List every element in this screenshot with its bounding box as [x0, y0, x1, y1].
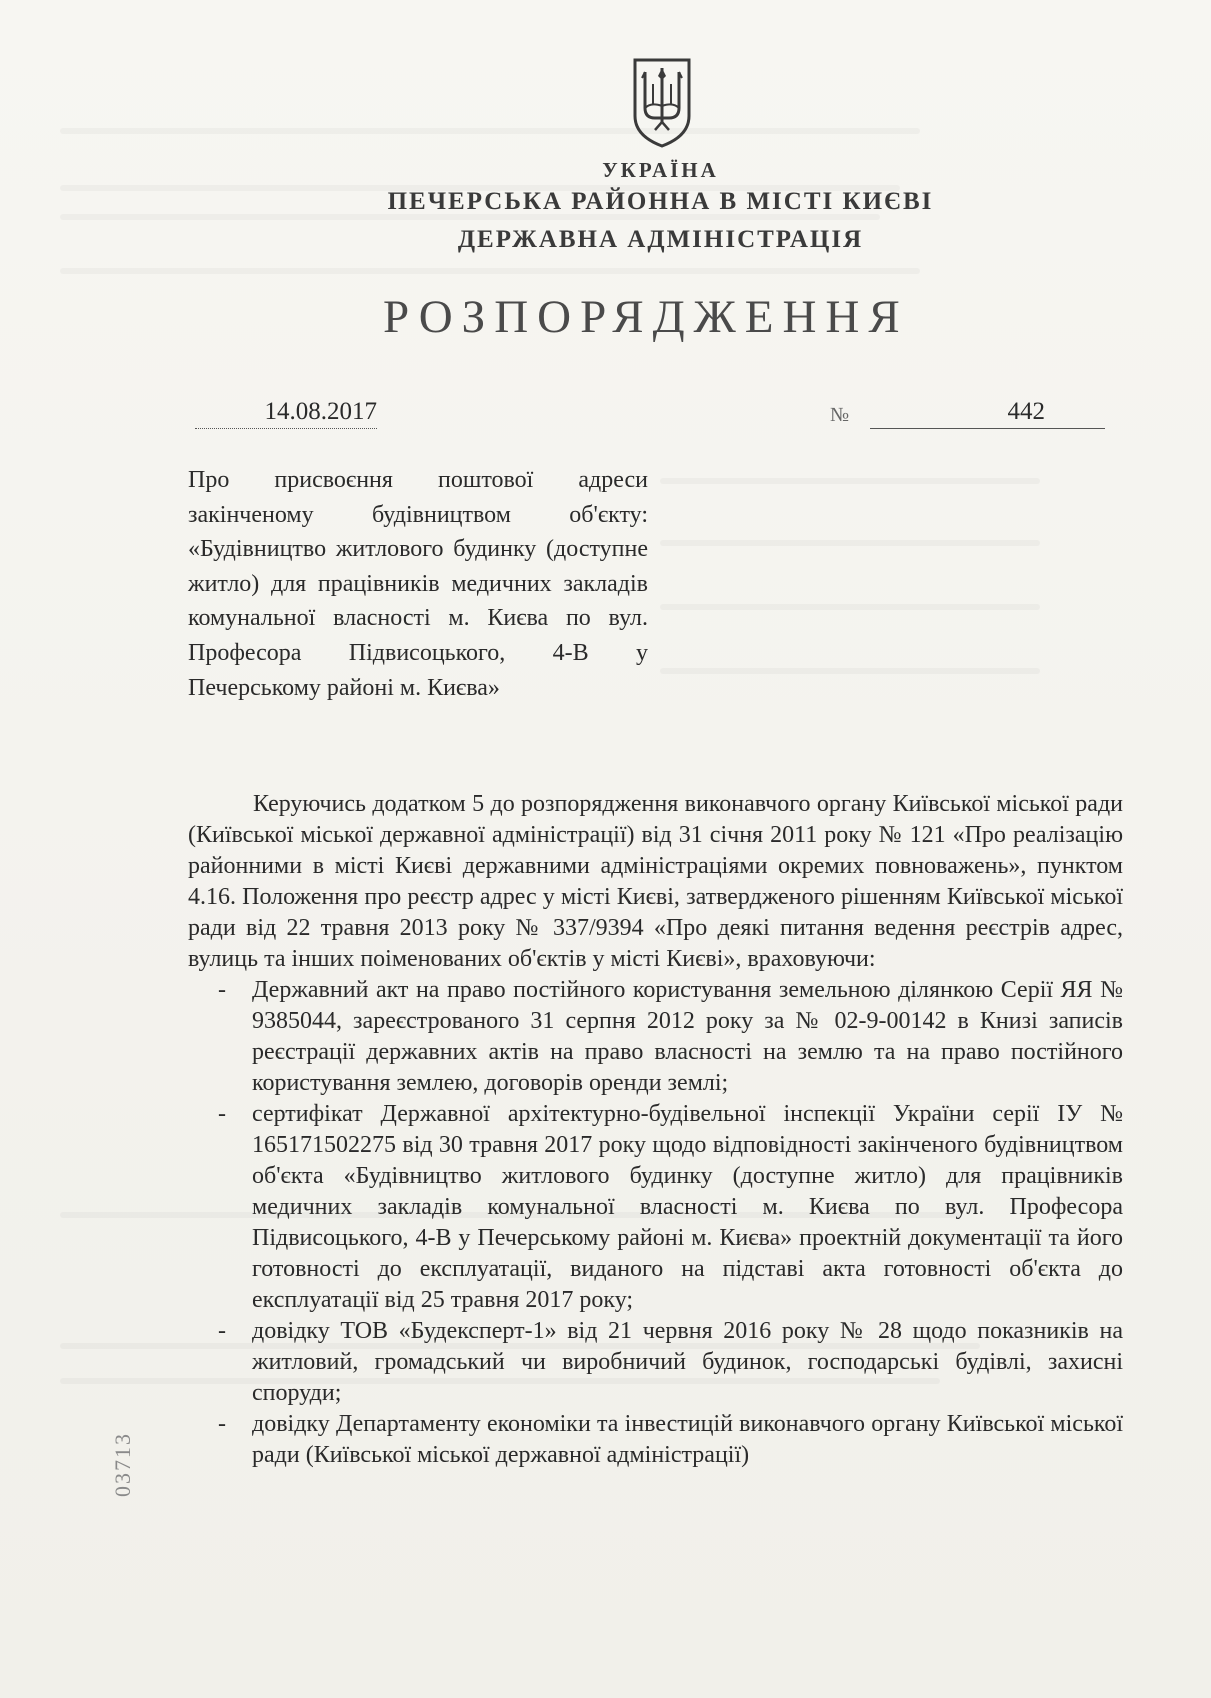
number-sign: №: [830, 404, 850, 426]
body-intro-paragraph: Керуючись додатком 5 до розпорядження виконавчого органу Київської міської ради (Київської міської державної адміністрації) від 31 січня 2011 року № 121 «Про реалізацію районними в місті Києві державними адміністраціями окремих повноважень», пунктом 4.16. Положення про реєстр адрес у місті Києві, затвердженого рішенням Київської міської ради від 22 травня 2013 року № 337/9394 «Про деякі питання ведення реєстрів адрес, вулиць та інших поіменованих об'єктів у місті Києві», враховуючи:: [188, 791, 1123, 972]
list-dash: -: [218, 977, 226, 1003]
organization-name-line-1: ПЕЧЕРСЬКА РАЙОННА В МІСТІ КИЄВІ: [387, 188, 934, 215]
document-type-title: РОЗПОРЯДЖЕННЯ: [383, 291, 909, 343]
list-item-text: сертифікат Державної архітектурно-будівельної інспекції України серії ІУ № 165171502275 від 30 травня 2017 року щодо відповідності закінченого будівництвом об'єкта «Будівництво житлового будинку (доступне житло) для працівників медичних закладів комунальної власності м. Києва по вул. Професора Підвисоцького, 4-В у Печерському районі м. Києва» проектній документації та його готовності до експлуатації, виданого на підставі акта готовності об'єкта до експлуатації від 25 травня 2017 року;: [252, 1101, 1123, 1313]
bleed-through: [60, 128, 920, 134]
document-date: 14.08.2017: [195, 398, 377, 429]
coat-of-arms-trident-icon: [631, 56, 693, 148]
document-body: [188, 789, 1123, 1471]
date-number-row: [195, 398, 1115, 432]
list-item: [188, 1099, 1123, 1316]
document-number: 442: [870, 398, 1105, 429]
bleed-through: [660, 668, 1040, 674]
list-dash: -: [218, 1101, 226, 1127]
bleed-through: [60, 268, 920, 274]
list-item-text: довідку ТОВ «Будексперт-1» від 21 червня 2016 року № 28 щодо показників на житловий, громадський чи виробничий будинок, господарські будівлі, захисні споруди;: [252, 1318, 1123, 1406]
basis-list: [188, 975, 1123, 1471]
bleed-through: [660, 540, 1040, 546]
bleed-through: [660, 604, 1040, 610]
country-name: УКРАЇНА: [602, 158, 719, 182]
subject-text: Про присвоєння поштової адреси закінченому будівництвом об'єкту: «Будівництво житлового будинку (доступне житло) для працівників медичних закладів комунальної власності м. Києва по вул. Професора Підвисоцького, 4-В у Печерському районі м. Києва»: [188, 467, 648, 701]
document-subject: [188, 463, 648, 705]
list-item-text: Державний акт на право постійного користування земельною ділянкою Серії ЯЯ № 9385044, зареєстрованого 31 серпня 2012 року за № 02-9-00142 в Книзі записів реєстрації державних актів на право власності на землю та на право постійного користування землею, договорів оренди землі;: [252, 977, 1123, 1096]
bleed-through: [660, 478, 1040, 484]
list-dash: -: [218, 1318, 226, 1344]
margin-stamp-number: 03713: [110, 1432, 135, 1497]
list-dash: -: [218, 1411, 226, 1437]
list-item: [188, 1409, 1123, 1471]
list-item-text: довідку Департаменту економіки та інвестицій виконавчого органу Київської міської ради (Київської міської державної адміністрації): [252, 1411, 1123, 1468]
list-item: [188, 975, 1123, 1099]
organization-name-line-2: ДЕРЖАВНА АДМІНІСТРАЦІЯ: [457, 226, 864, 253]
list-item: [188, 1316, 1123, 1409]
